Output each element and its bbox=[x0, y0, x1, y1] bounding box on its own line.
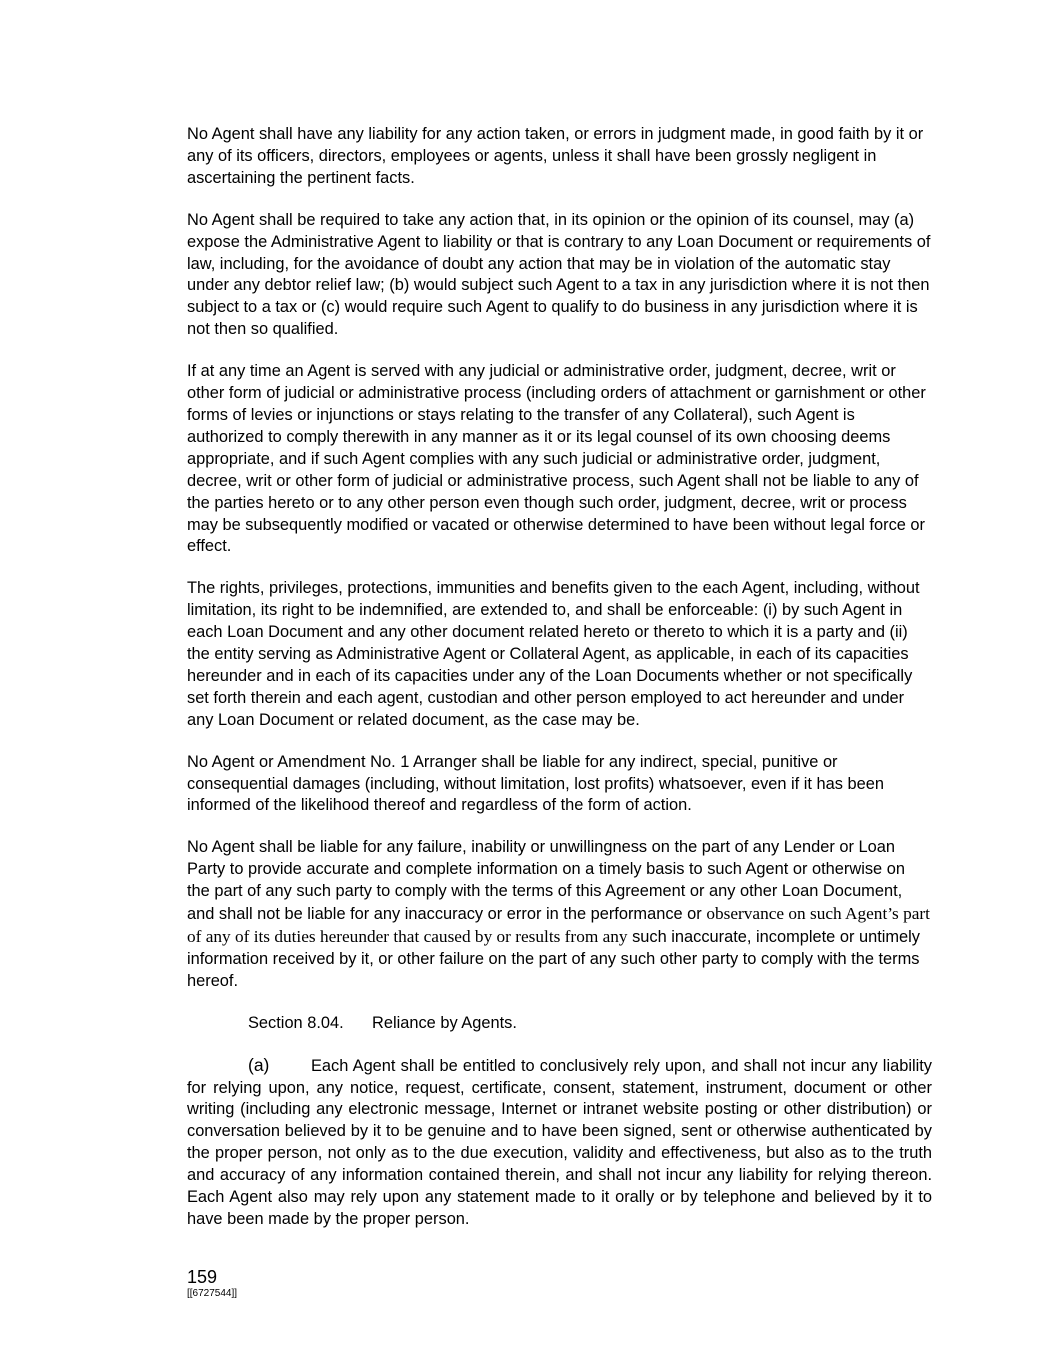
paragraph-consequential-damages: No Agent or Amendment No. 1 Arranger shall be liable for any indirect, special, punitive or consequential damages (including, without limitation, lost profits) whatsoever, even if it has been informed of the likelihood thereof and regardless of the form of action. bbox=[187, 752, 884, 815]
paragraph-no-required-action: No Agent shall be required to take any action that, in its opinion or the opinion of its counsel, may (a) expose the Administrative Agent to liability or that is contrary to any Loan Document or requirements of law, including, for the avoidance of doubt any action that may be in violation of the automatic stay under any debtor relief law; (b) would subject such Agent to a tax in any jurisdiction where it is not then subject to a tax or (c) would require such Agent to qualify to do business in any jurisdiction where it is not then so qualified. bbox=[187, 210, 931, 339]
information-failure-text-serif: observance on such Agent’s part of any of its duties hereunder that caused by or results from any bbox=[187, 904, 930, 946]
paragraph-liability-good-faith: No Agent shall have any liability for any action taken, or errors in judgment made, in good faith by it or any of its officers, directors, employees or agents, unless it shall have been grossly negligent in ascertaining the pertinent facts. bbox=[187, 125, 924, 187]
section-title: Reliance by Agents. bbox=[372, 1013, 517, 1032]
subsection-a-marker: (a) bbox=[248, 1054, 270, 1075]
subsection-a-text: Each Agent shall be entitled to conclusively rely upon, and shall not incur any liability for relying upon, any notice, request, certificate, consent, statement, instrument, document or other writing (including any electronic message, Internet or intranet website posting or other distribution) or conversation believed by it to be genuine and to have been signed, sent or otherwise authenticated by the proper person, not only as to the due execution, validity and effectiveness, but also as to the truth and accuracy of any information contained therein, and shall not incur any liability for relying thereon. Each Agent also may rely upon any statement made to it orally or by telephone and believed by it to have been made by the proper person. bbox=[187, 1056, 932, 1228]
page-footer bbox=[187, 1266, 237, 1300]
document-id: [[6727544]] bbox=[187, 1288, 238, 1299]
section-heading bbox=[187, 1013, 932, 1035]
document-body bbox=[187, 124, 932, 1231]
paragraph-rights-privileges: The rights, privileges, protections, immunities and benefits given to the each Agent, including, without limitation, its right to be indemnified, are extended to, and shall be enforceable: (i) by such Agent in each Loan Document and any other document related hereto or thereto to which it is a party and (ii) the entity serving as Administrative Agent or Collateral Agent, as applicable, in each of its capacities hereunder and in each of its capacities under any of the Loan Documents whether or not specifically set forth therein and each agent, custodian and other person employed to act hereunder and under any Loan Document or related document, as the case may be. bbox=[187, 579, 920, 729]
information-failure-text-part-2: such inaccurate, incomplete or untimely information received by it, or other failure on the part of any such other party to comply with the terms hereof. bbox=[187, 928, 920, 990]
paragraph-judicial-orders: If at any time an Agent is served with any judicial or administrative order, judgment, decree, writ or other form of judicial or administrative process (including orders of attachment or garnishment or other forms of levies or injunctions or stays relating to the transfer of any Collateral), such Agent is authorized to comply therewith in any manner as it or its legal counsel of its own choosing deems appropriate, and if such Agent complies with any such judicial or administrative order, judgment, decree, writ or other form of judicial or administrative process, such Agent shall not be liable to any of the parties hereto or to any other person even though such order, judgment, decree, writ or process may be subsequently modified or vacated or otherwise determined to have been without legal force or effect. bbox=[187, 362, 926, 556]
information-failure-text-part-1: No Agent shall be liable for any failure, inability or unwillingness on the part of any Lender or Loan Party to provide accurate and complete information on a timely basis to such Agent or otherwise on the part of any such party to comply with the terms of this Agreement or any other Loan Document, and shall not be liable for any inaccuracy or error in the performance or bbox=[187, 838, 905, 924]
paragraph-information-failure bbox=[187, 837, 932, 992]
subsection-a bbox=[187, 1055, 932, 1231]
page-number: 159 bbox=[187, 1267, 218, 1287]
section-number: Section 8.04. bbox=[248, 1013, 344, 1032]
